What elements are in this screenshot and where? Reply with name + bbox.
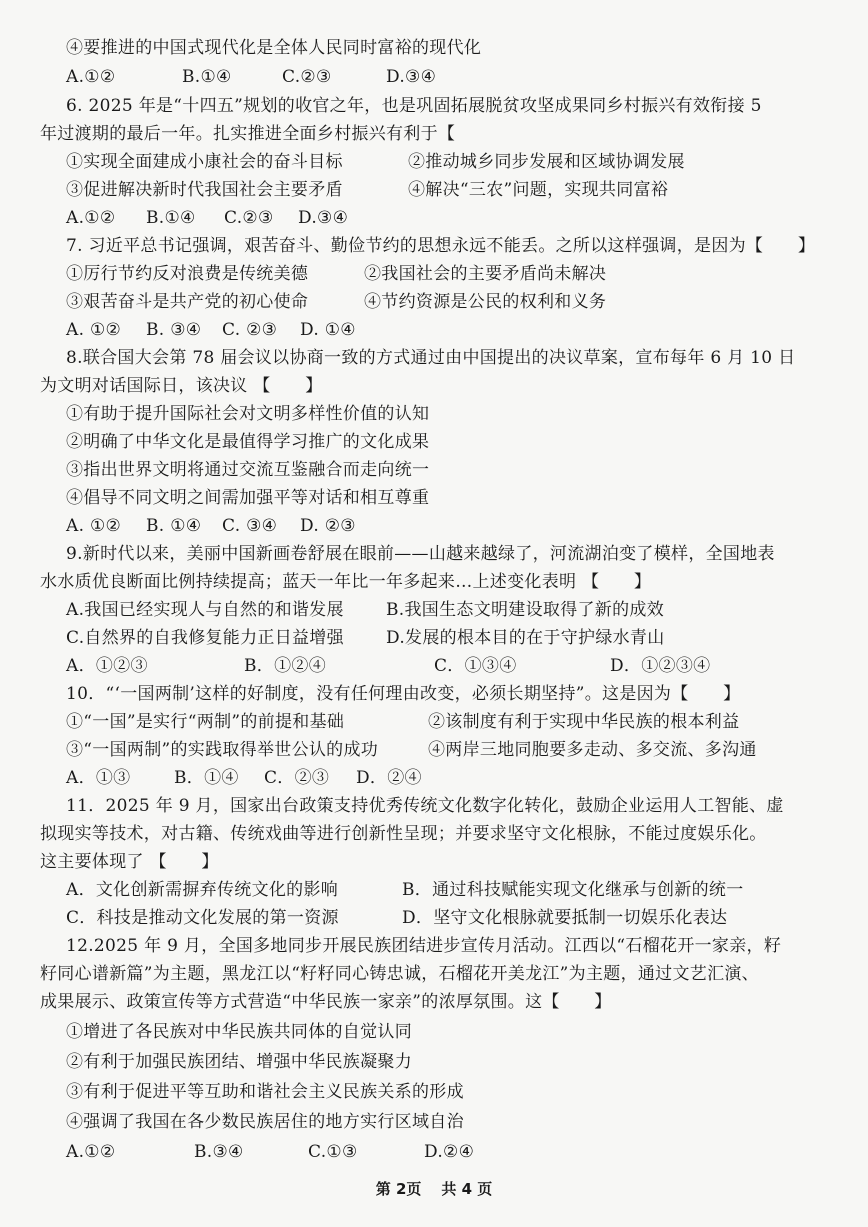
- option-d: D.③④: [386, 67, 437, 87]
- q11-choice-a: A．文化创新需摒弃传统文化的影响: [66, 880, 339, 900]
- q6-statement-3: ③促进解决新时代我国社会主要矛盾: [66, 180, 343, 200]
- q6-statements-row1: [66, 148, 685, 176]
- page-number: 第 2页: [375, 1180, 422, 1198]
- q12-statement-2: ②有利于加强民族团结、增强中华民族凝聚力: [66, 1052, 412, 1072]
- q9-choices-row2: [66, 624, 665, 652]
- q11-choices-row2: [66, 904, 727, 932]
- q12-statement-3: ③有利于促进平等互助和谐社会主义民族关系的形成: [66, 1082, 464, 1102]
- option-d: D. ②③: [300, 516, 356, 536]
- option-d: D. ①④: [300, 320, 356, 340]
- q12-stem-line3: 成果展示、政策宣传等方式营造“中华民族一家亲”的浓厚氛围。这【 】: [40, 992, 612, 1012]
- q11-choice-c: C．科技是推动文化发展的第一资源: [66, 908, 339, 928]
- q9-stem-line2: 水水质优良断面比例持续提高；蓝天一年比一年多起来…上述变化表明 【 】: [40, 572, 652, 592]
- q7-statement-1: ①厉行节约反对浪费是传统美德: [66, 264, 309, 284]
- q10-statements-row2: [66, 736, 757, 764]
- page-total: 共 4 页: [441, 1180, 493, 1198]
- q10-statements-row1: [66, 708, 739, 736]
- option-c: C.①③: [308, 1142, 358, 1162]
- q7-stem: 7. 习近平总书记强调，艰苦奋斗、勤俭节约的思想永远不能丢。之所以这样强调，是因为【 】: [66, 236, 816, 256]
- q10-statement-2: ②该制度有利于实现中华民族的根本利益: [428, 712, 740, 732]
- q12-statement-4: ④强调了我国在各少数民族居住的地方实行区域自治: [66, 1112, 464, 1132]
- option-c: C. ②③: [222, 320, 278, 340]
- q11-choice-b: B．通过科技赋能实现文化继承与创新的统一: [402, 880, 744, 900]
- q12-stem-line1: 12.2025 年 9 月，全国多地同步开展民族团结进步宣传月活动。江西以“石榴花开一家亲，籽: [66, 936, 782, 956]
- q7-statements-row2: [66, 288, 606, 316]
- q8-stem-line2: 为文明对话国际日，该决议 【 】: [40, 376, 323, 396]
- q8-statement-3: ③指出世界文明将通过交流互鉴融合而走向统一: [66, 460, 430, 480]
- option-c: C. ③④: [222, 516, 278, 536]
- option-a: A．①③: [66, 768, 131, 788]
- q12-statement-1: ①增进了各民族对中华民族共同体的自觉认同: [66, 1022, 412, 1042]
- option-d: D．①②③④: [610, 656, 711, 676]
- option-a: A．①②③: [66, 656, 148, 676]
- q8-statement-1: ①有助于提升国际社会对文明多样性价值的认知: [66, 404, 430, 424]
- option-b: B.③④: [194, 1142, 244, 1162]
- q6-statement-1: ①实现全面建成小康社会的奋斗目标: [66, 152, 343, 172]
- option-a: A. ①②: [66, 320, 122, 340]
- q6-statement-2: ②推动城乡同步发展和区域协调发展: [408, 152, 685, 172]
- q7-statement-2: ②我国社会的主要矛盾尚未解决: [364, 264, 607, 284]
- option-a: A. ①②: [66, 516, 122, 536]
- q7-statements-row1: [66, 260, 606, 288]
- q8-statement-4: ④倡导不同文明之间需加强平等对话和相互尊重: [66, 488, 430, 508]
- q11-stem-line1: 11．2025 年 9 月，国家出台政策支持优秀传统文化数字化转化，鼓励企业运用人工智能、虚: [66, 796, 784, 816]
- q10-options: [66, 764, 422, 792]
- option-b: B．①②④: [244, 656, 326, 676]
- q8-options: [66, 512, 356, 540]
- q12-options: [66, 1138, 474, 1166]
- q9-choice-c: C.自然界的自我修复能力正日益增强: [66, 628, 344, 648]
- q8-statement-2: ②明确了中华文化是最值得学习推广的文化成果: [66, 432, 430, 452]
- q9-choices-row1: [66, 596, 664, 624]
- q11-choice-d: D．坚守文化根脉就要抵制一切娱乐化表达: [402, 908, 728, 928]
- option-c: C．①③④: [434, 656, 517, 676]
- q9-stem-line1: 9.新时代以来，美丽中国新画卷舒展在眼前——山越来越绿了，河流湖泊变了模样，全国地表: [66, 544, 775, 564]
- q9-choice-d: D.发展的根本目的在于守护绿水青山: [386, 628, 665, 648]
- option-b: B. ③④: [146, 320, 202, 340]
- q10-stem: 10．“‘一国两制’这样的好制度，没有任何理由改变，必须长期坚持”。这是因为【 】: [66, 684, 741, 704]
- q6-statement-4: ④解决“三农”问题，实现共同富裕: [408, 180, 669, 200]
- q6-stem-line1: 6. 2025 年是“十四五”规划的收官之年，也是巩固拓展脱贫攻坚成果同乡村振兴有效衔接 5: [66, 96, 762, 116]
- option-c: C.②③: [282, 67, 332, 87]
- prev-options: [66, 63, 436, 91]
- option-c: C.②③: [224, 208, 274, 228]
- option-b: B. ①④: [146, 516, 202, 536]
- q11-stem-line2: 拟现实等技术，对古籍、传统戏曲等进行创新性呈现；并要求坚守文化根脉，不能过度娱乐化。: [40, 824, 767, 844]
- q10-statement-3: ③“一国两制”的实践取得举世公认的成功: [66, 740, 379, 760]
- q6-statements-row2: [66, 176, 668, 204]
- q6-stem-line2: 年过渡期的最后一年。扎实推进全面乡村振兴有利于【: [40, 124, 456, 144]
- prev-statement-4: ④要推进的中国式现代化是全体人民同时富裕的现代化: [66, 38, 482, 58]
- option-b: B．①④: [174, 768, 239, 788]
- q9-options: [66, 652, 710, 680]
- q6-options: [66, 204, 348, 232]
- q10-statement-4: ④两岸三地同胞要多走动、多交流、多沟通: [428, 740, 757, 760]
- q12-stem-line2: 籽同心谱新篇”为主题，黑龙江以“籽籽同心铸忠诚，石榴花开美龙江”为主题，通过文艺汇演、: [40, 964, 759, 984]
- option-a: A.①②: [66, 208, 116, 228]
- q9-choice-a: A.我国已经实现人与自然的和谐发展: [66, 600, 344, 620]
- q8-stem-line1: 8.联合国大会第 78 届会议以协商一致的方式通过由中国提出的决议草案，宣布每年 6 月 10 日: [66, 348, 796, 368]
- option-b: B.①④: [182, 67, 232, 87]
- page-footer: [0, 1178, 868, 1199]
- option-d: D.③④: [298, 208, 349, 228]
- option-b: B.①④: [146, 208, 196, 228]
- q10-statement-1: ①“一国”是实行“两制”的前提和基础: [66, 712, 345, 732]
- q9-choice-b: B.我国生态文明建设取得了新的成效: [386, 600, 664, 620]
- option-d: D.②④: [424, 1142, 475, 1162]
- q7-statement-3: ③艰苦奋斗是共产党的初心使命: [66, 292, 309, 312]
- q7-statement-4: ④节约资源是公民的权利和义务: [364, 292, 607, 312]
- q11-choices-row1: [66, 876, 744, 904]
- option-d: D．②④: [356, 768, 422, 788]
- option-c: C．②③: [264, 768, 330, 788]
- option-a: A.①②: [66, 67, 116, 87]
- option-a: A.①②: [66, 1142, 116, 1162]
- q11-stem-line3: 这主要体现了 【 】: [40, 852, 219, 872]
- q7-options: [66, 316, 356, 344]
